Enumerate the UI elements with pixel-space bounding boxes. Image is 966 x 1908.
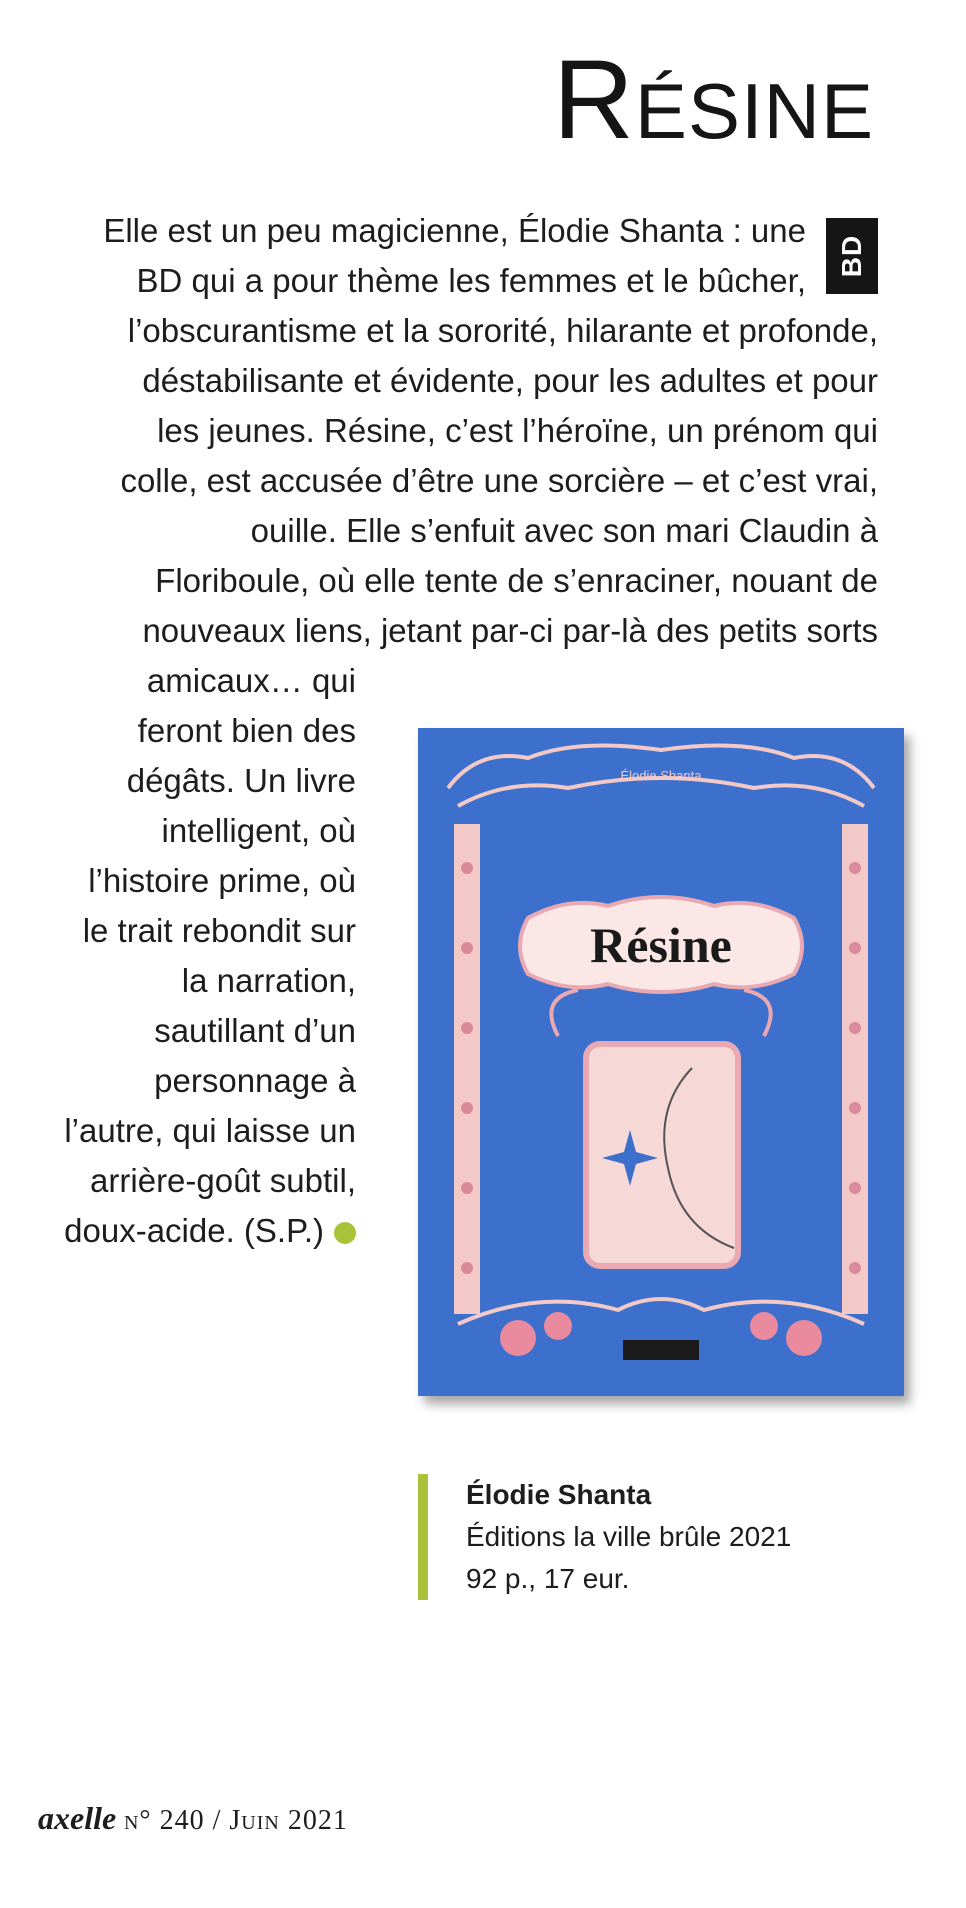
review-line: l’autre, qui laisse un [64,1112,356,1149]
cover-author: Élodie Shanta [620,768,702,783]
issue-info: n° 240 / Juin 2021 [123,1805,348,1836]
review-line: ouille. Elle s’enfuit avec son mari Claudin à [250,512,878,549]
review-line: amicaux… qui [146,662,356,699]
review-line: Elle est un peu magicienne, Élodie Shanta : une [103,212,806,249]
book-cover [418,728,904,1396]
review-line: l’obscurantisme et la sororité, hilarante et profonde, [127,312,878,349]
credit-pages-price: 92 p., 17 eur. [466,1563,630,1594]
review-line: sautillant d’un [154,1012,356,1049]
credit-publisher: Éditions la ville brûle 2021 [466,1521,792,1552]
magazine-name: axelle [38,1800,117,1836]
review-line: arrière-goût subtil, [90,1162,356,1199]
review-line: colle, est accusée d’être une sorcière – et c’est vrai, [120,462,878,499]
review-line: Floriboule, où elle tente de s’enraciner, nouant de [155,562,878,599]
category-tag-label: BD [835,234,867,278]
cover-title: Résine [590,917,732,973]
review-line: le trait rebondit sur [82,912,356,949]
review-line: BD qui a pour thème les femmes et le bûcher, [136,262,806,299]
article-title: Résine [553,37,874,162]
category-tag [826,218,878,294]
credit-author: Élodie Shanta [466,1479,652,1510]
review-line: la narration, [181,962,356,999]
review-line: l’histoire prime, où [88,862,356,899]
book-cover-illustration [418,728,904,1396]
review-line: les jeunes. Résine, c’est l’héroïne, un prénom qui [157,412,878,449]
end-bullet-icon [334,1222,356,1244]
review-line-last [64,1206,356,1256]
book-credits [418,1474,791,1600]
page-footer [38,1800,348,1837]
review-line: personnage à [154,1062,356,1099]
review-line: intelligent, où [161,812,356,849]
review-line: nouveaux liens, jetant par-ci par-là des petits sorts [142,612,878,649]
review-line: dégâts. Un livre [126,762,356,799]
review-line-text: doux-acide. (S.P.) [64,1212,324,1249]
review-line: feront bien des [137,712,356,749]
review-line: déstabilisante et évidente, pour les adultes et pour [142,362,878,399]
